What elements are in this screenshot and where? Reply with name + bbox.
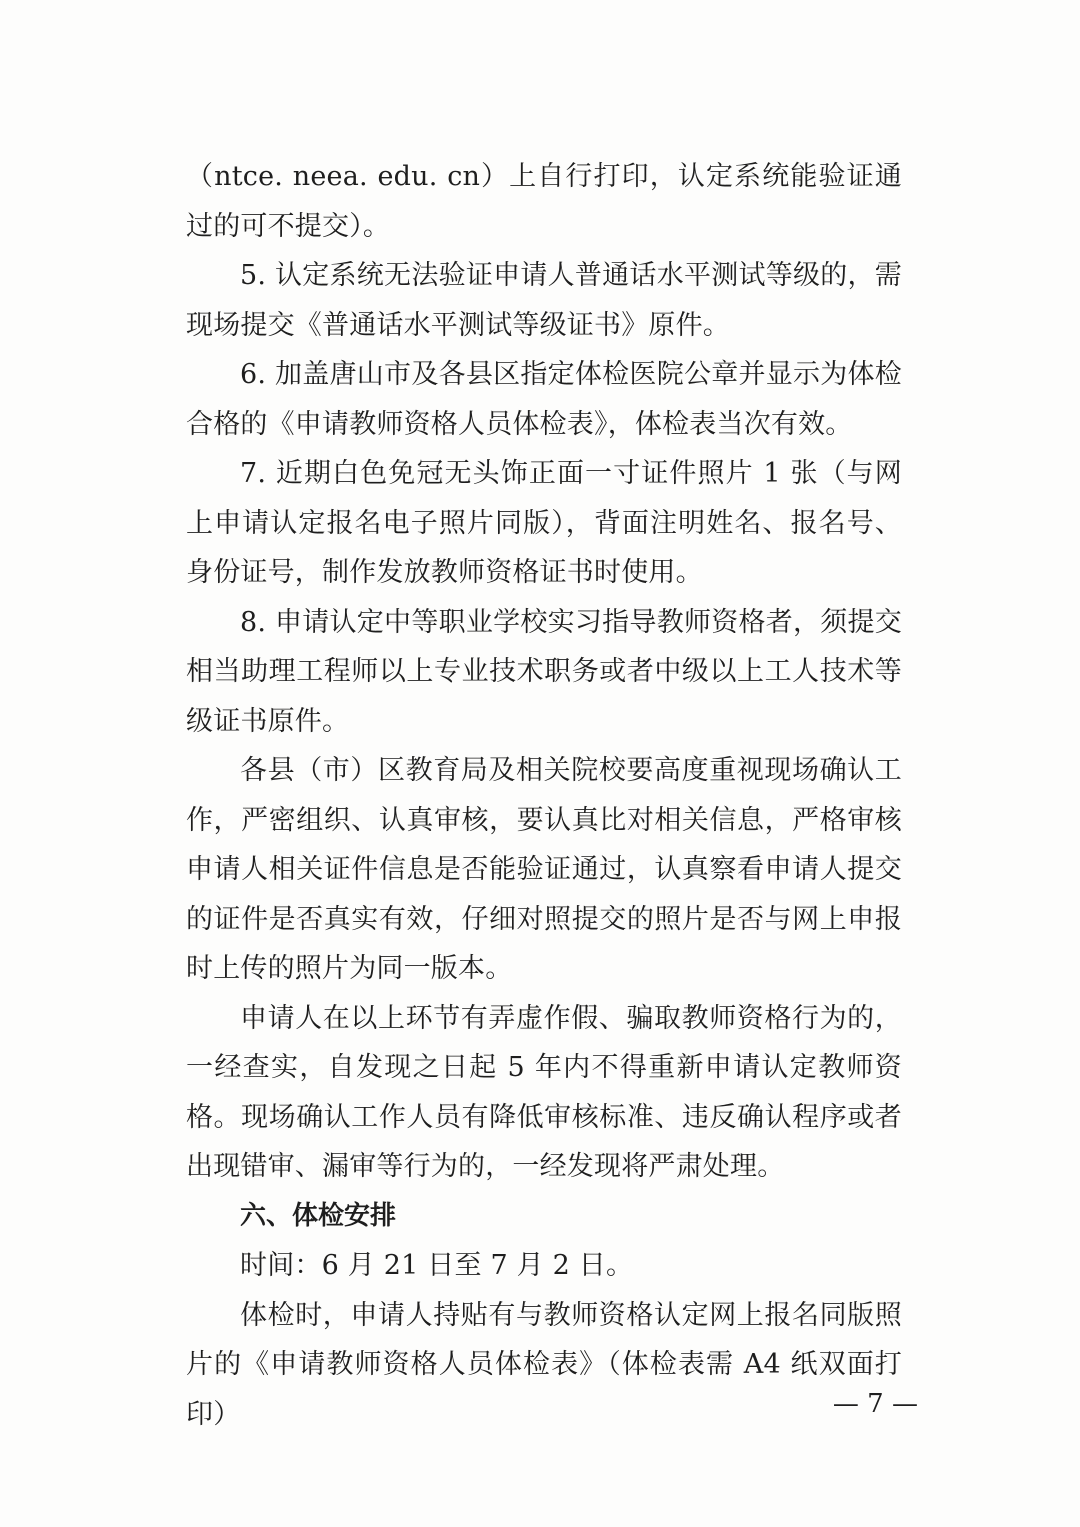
paragraph-item-5: 5. 认定系统无法验证申请人普通话水平测试等级的，需现场提交《普通话水平测试等级证书》原件。 <box>186 260 902 341</box>
paragraph-item-8: 8. 申请认定中等职业学校实习指导教师资格者，须提交相当助理工程师以上专业技术职务或者中级以上工人技术等级证书原件。 <box>186 606 902 737</box>
paragraph-item-6: 6. 加盖唐山市及各县区指定体检医院公章并显示为体检合格的《申请教师资格人员体检表》，体检表当次有效。 <box>186 359 902 440</box>
paragraph-item-7: 7. 近期白色免冠无头饰正面一寸证件照片 1 张（与网上申请认定报名电子照片同版），背面注明姓名、报名号、身份证号，制作发放教师资格证书时使用。 <box>186 458 902 588</box>
paragraph-exam-instructions: 体检时，申请人持贴有与教师资格认定网上报名同版照片的《申请教师资格人员体检表》（体检表需 A4 纸双面打印） <box>186 1299 902 1430</box>
paragraph-website-note: （ntce. neea. edu. cn）上自行打印，认定系统能验证通过的可不提交）。 <box>186 161 902 242</box>
document-body <box>186 152 902 1439</box>
section-heading-physical-exam: 六、体检安排 <box>240 1200 397 1231</box>
paragraph-penalty-notice: 申请人在以上环节有弄虚作假、骗取教师资格行为的，一经查实，自发现之日起 5 年内不得重新申请认定教师资格。现场确认工作人员有降低审核标准、违反确认程序或者出现错审、漏审等行为的，一经发现将严肃处理。 <box>186 1002 902 1182</box>
page-number: — 7 — <box>832 1389 918 1419</box>
paragraph-review-requirements: 各县（市）区教育局及相关院校要高度重视现场确认工作，严密组织、认真审核，要认真比对相关信息，严格审核申请人相关证件信息是否能验证通过，认真察看申请人提交的证件是否真实有效，仔细对照提交的照片是否与网上申报时上传的照片为同一版本。 <box>186 755 902 984</box>
paragraph-exam-time: 时间：6 月 21 日至 7 月 2 日。 <box>240 1250 634 1281</box>
